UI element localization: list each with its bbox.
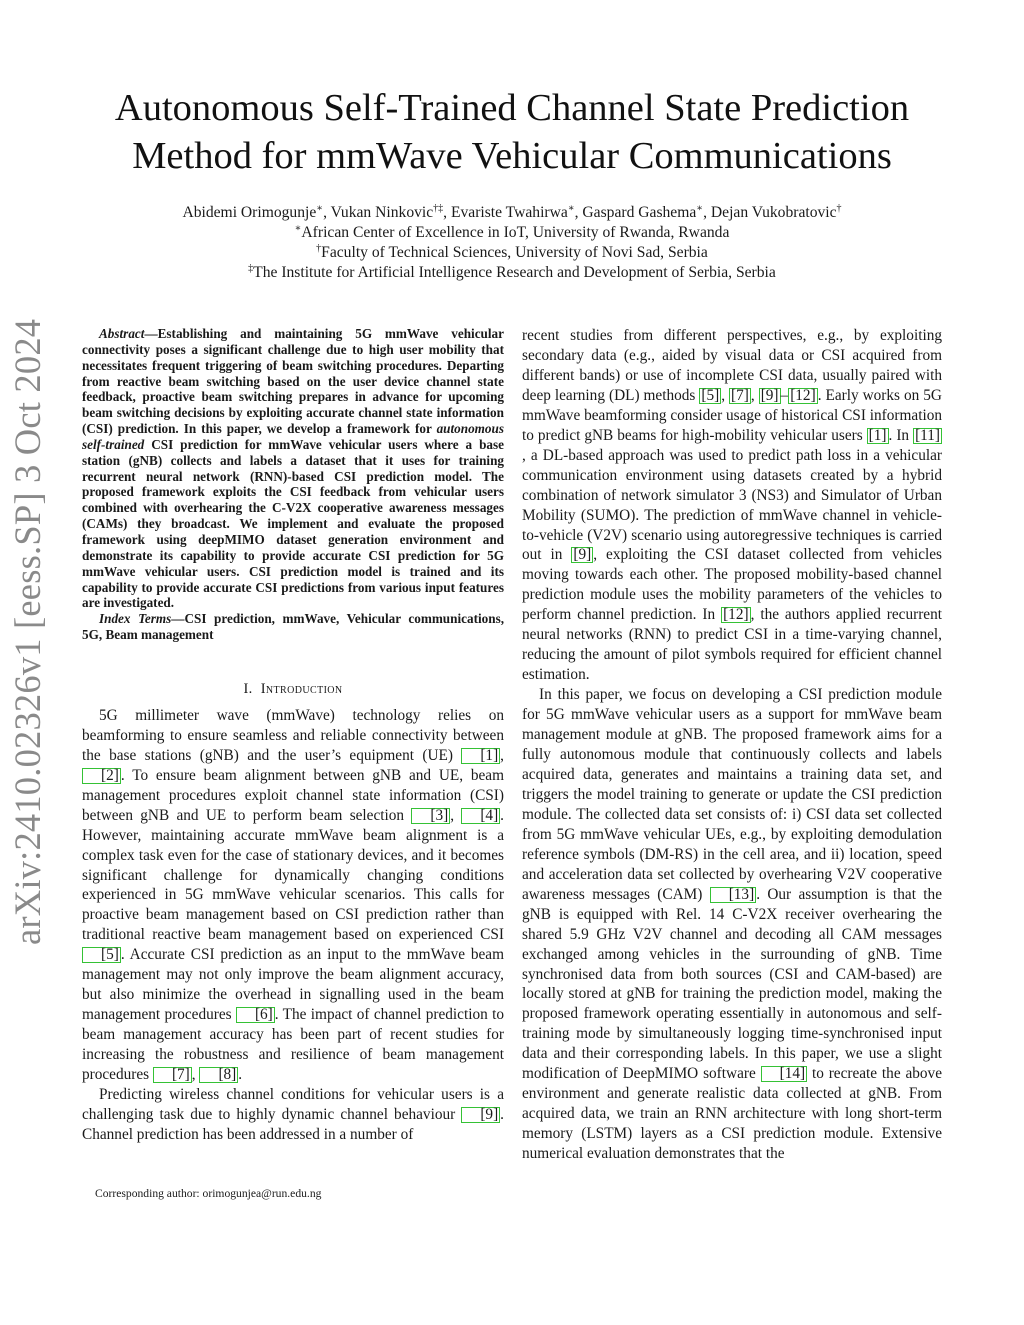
body-text: . In [888, 426, 914, 444]
citation-link[interactable]: [11] [915, 426, 940, 444]
citation-link[interactable]: [3] [411, 808, 450, 824]
right-paragraph-1 [522, 326, 942, 685]
body-text: , the authors applied recurrent neural networks (RNN) to predict CSI in a time-varying channel, reducing the amount of pilot symbols required for efficient channel estimation. [522, 606, 942, 684]
citation-link[interactable]: [14] [761, 1066, 808, 1082]
author-list: Abidemi Orimogunje∗, Vukan Ninkovic†‡, Evariste Twahirwa∗, Gaspard Gashema∗, Dejan Vukobratovic† [182, 203, 842, 221]
author-name: Dejan Vukobratovic [710, 204, 837, 221]
author-name: Evariste Twahirwa [450, 204, 568, 221]
abstract [82, 326, 504, 611]
abstract-text: Establishing and maintaining 5G mmWave vehicular connectivity poses a significant challenge due to high user mobility that necessitates frequent triggering of beam switching procedures. Departing from reactive beam switching based on the user device channel state feedback, proactive beam switching prepares in advance for upcoming beam switching decisions by exploiting accurate channel state information (CSI) prediction. In this paper, we develop a framework for [82, 326, 504, 437]
affiliation-mark: ∗ [316, 203, 324, 214]
body-text: . Our assumption is that the gNB is equipped with Rel. 14 C-V2X receiver overhearing the shared 5.9 GHz V2V channel and decoding all CAM messages exchanged among vehicles in the surrounding of gNB. Time synchronised data from both sources (CSI and CAM-based) are locally stored at gNB for training the prediction model, making the proposed framework operating essentially in autonomous and self-training mode by simultaneously logging time-synchronised input data and their corresponding labels. In this paper, we use a slight modification of DeepMIMO software [522, 885, 942, 1083]
index-terms-label: Index Terms [99, 611, 172, 627]
section-number: I. [243, 680, 253, 697]
citation-link[interactable]: [1] [868, 426, 887, 444]
body-text: . [238, 1066, 243, 1084]
body-text: . Accurate CSI prediction as an input to the mmWave beam management may not only improve the beam alignment accuracy, but also minimize the overhead in signalling used in the beam management procedures [82, 946, 504, 1024]
body-text: , [450, 806, 462, 824]
intro-paragraph-1 [82, 706, 504, 1085]
section-heading-introduction [82, 681, 504, 698]
body-text: , exploiting the CSI dataset collected from vehicles moving towards each other. The proposed mobility-based channel prediction module uses the mobility parameters of the vehicles to perform channel prediction. In [522, 546, 942, 624]
citation-link[interactable]: [5] [701, 386, 720, 404]
title-line-1: Autonomous Self-Trained Channel State Prediction [114, 87, 910, 129]
body-text: . The impact of channel prediction to beam management accuracy has been part of recent studies for increasing the robustness and resilience of beam management procedures [82, 1006, 504, 1084]
body-text: to recreate the above environment and generate realistic data collected at gNB. From acquired data, we train an RNN architecture with long short-term memory (LSTM) layers as a CSI prediction module. Extensive numerical evaluation demonstrates that the [522, 1065, 942, 1163]
affiliation-mark: ‡ [248, 263, 254, 274]
author-name: Gaspard Gashema [582, 204, 697, 221]
body-text: Predicting wireless channel conditions for vehicular users is a challenging task due to highly dynamic channel behaviour [82, 1085, 504, 1123]
intro-paragraph-2 [82, 1085, 504, 1145]
body-text: , a DL-based approach was used to predict path loss in a vehicular communication environment using datasets created by a hybrid combination of network simulator 3 (NS3) and Simulator of Urban Mobility (SUMO). The prediction of mmWave channel in vehicle-to-vehicle (V2V) scenario using autoregressive techniques is carried out in [522, 446, 942, 564]
body-text: 5G millimeter wave (mmWave) technology relies on beamforming to ensure seamless and reliable connectivity between the base stations (gNB) and the user’s equipment (UE) [82, 706, 504, 764]
author-name: Abidemi Orimogunje [182, 204, 317, 221]
body-text: , [721, 386, 730, 404]
affiliation-text: Faculty of Technical Sciences, University of Novi Sad, Serbia [321, 244, 708, 261]
citation-link[interactable]: [8] [199, 1067, 238, 1083]
index-terms [82, 611, 504, 643]
citation-link[interactable]: [9] [760, 386, 779, 404]
section-title: Introduction [260, 680, 343, 697]
affiliation-line [70, 263, 954, 283]
citation-link[interactable]: [9] [461, 1107, 500, 1123]
body-text: recent studies from different perspectives, e.g., by exploiting secondary data (e.g., aided by visual data or CSI acquired from different bands) or use of incomplete CSI data, usually paired with deep learning (DL) methods [522, 327, 942, 404]
body-text: In this paper, we focus on developing a CSI prediction module for 5G mmWave vehicular users as a support for mmWave beam management module at gNB. The proposed framework aims for a fully autonomous module that continuously collects and labels acquired data, generates and maintains a training data set, and triggers the model training to generate or update the CSI prediction module. The collected data set consists of: i) CSI data set collected from 5G mmWave vehicular UEs, e.g., by exploiting demodulation reference symbols (DM-RS) in the cell area, and ii) location, speed and acceleration data set collected by overhearing V2V cooperative awareness messages (CAM) [522, 686, 942, 903]
citation-link[interactable]: [12] [723, 606, 749, 624]
arxiv-identifier-stamp[interactable]: arXiv:2410.02326v1 [eess.SP] 3 Oct 2024 [7, 318, 48, 945]
affiliation-line [70, 243, 954, 263]
body-text: , [191, 1066, 200, 1084]
affiliation-line [70, 223, 954, 243]
title-line-2: Method for mmWave Vehicular Communications [132, 135, 892, 177]
citation-link[interactable]: [4] [461, 808, 500, 824]
paper-title [70, 84, 954, 180]
affiliation-mark: †‡ [433, 203, 444, 214]
body-text: . To ensure beam alignment between gNB and UE, beam management procedures exploit channel state information (CSI) between gNB and UE to perform beam selection [82, 766, 504, 824]
left-column [82, 326, 504, 1145]
corresponding-author-footnote: Corresponding author: orimogunjea@run.edu.ng [95, 1187, 322, 1200]
citation-link[interactable]: [12] [790, 386, 816, 404]
citation-link[interactable]: [7] [731, 386, 749, 404]
index-terms-text: CSI prediction, mmWave, Vehicular communications, 5G, Beam management [82, 611, 504, 643]
citation-link[interactable]: [9] [573, 546, 592, 564]
affiliation-mark: ∗ [567, 203, 575, 214]
abstract-label: Abstract [99, 326, 145, 341]
affiliation-mark: ∗ [696, 203, 704, 214]
right-column [522, 326, 942, 1164]
body-text: . Channel prediction has been addressed in a number of [82, 1105, 504, 1143]
citation-link[interactable]: [1] [461, 748, 500, 764]
body-text: – [780, 386, 789, 404]
citation-link[interactable]: [13] [710, 887, 757, 903]
affiliation-text: The Institute for Artificial Intelligence Research and Development of Serbia, Serbia [253, 264, 776, 281]
citation-link[interactable]: [7] [153, 1067, 192, 1083]
citation-link[interactable]: [6] [236, 1007, 275, 1023]
affiliation-mark: † [836, 203, 842, 214]
body-text: , [750, 386, 759, 404]
body-text: , [500, 746, 504, 764]
body-text: . However, maintaining accurate mmWave beam alignment is a complex task even for the case of stationary devices, and it becomes significant challenge for dynamically changing conditions experienced in 5G mmWave vehicular scenarios. This calls for proactive beam management based on CSI prediction rather than traditional reactive beam management based on experienced CSI [82, 806, 504, 944]
index-terms-dash: — [171, 611, 185, 627]
abstract-emphasis: autonomous self-trained [82, 421, 504, 452]
affiliation-text: African Center of Excellence in IoT, University of Rwanda, Rwanda [301, 224, 730, 241]
author-name: Vukan Ninkovic [330, 204, 434, 221]
abstract-text: CSI prediction for mmWave vehicular users where a base station (gNB) collects and labels a dataset that it uses for training recurrent neural network (RNN)-based CSI prediction model. The proposed framework exploits the CSI feedback from vehicular users combined with overhearing the C-V2X cooperative awareness messages (CAMs) they broadcast. We implement and evaluate the proposed framework using deepMIMO dataset generation environment and demonstrate its capability to provide accurate CSI prediction for 5G mmWave vehicular users. CSI prediction model is trained and its capability to provide accurate CSI predictions from various input features are investigated. [82, 436, 504, 611]
citation-link[interactable]: [2] [82, 768, 121, 784]
affiliation-mark: ∗ [294, 223, 302, 234]
citation-link[interactable]: [5] [82, 947, 121, 963]
abstract-dash: — [144, 326, 158, 341]
body-text: . Early works on 5G mmWave beamforming consider usage of historical CSI information to predict gNB beams for high-mobility vehicular users [522, 386, 942, 444]
right-paragraph-2 [522, 685, 942, 1164]
affiliation-mark: † [316, 243, 322, 254]
